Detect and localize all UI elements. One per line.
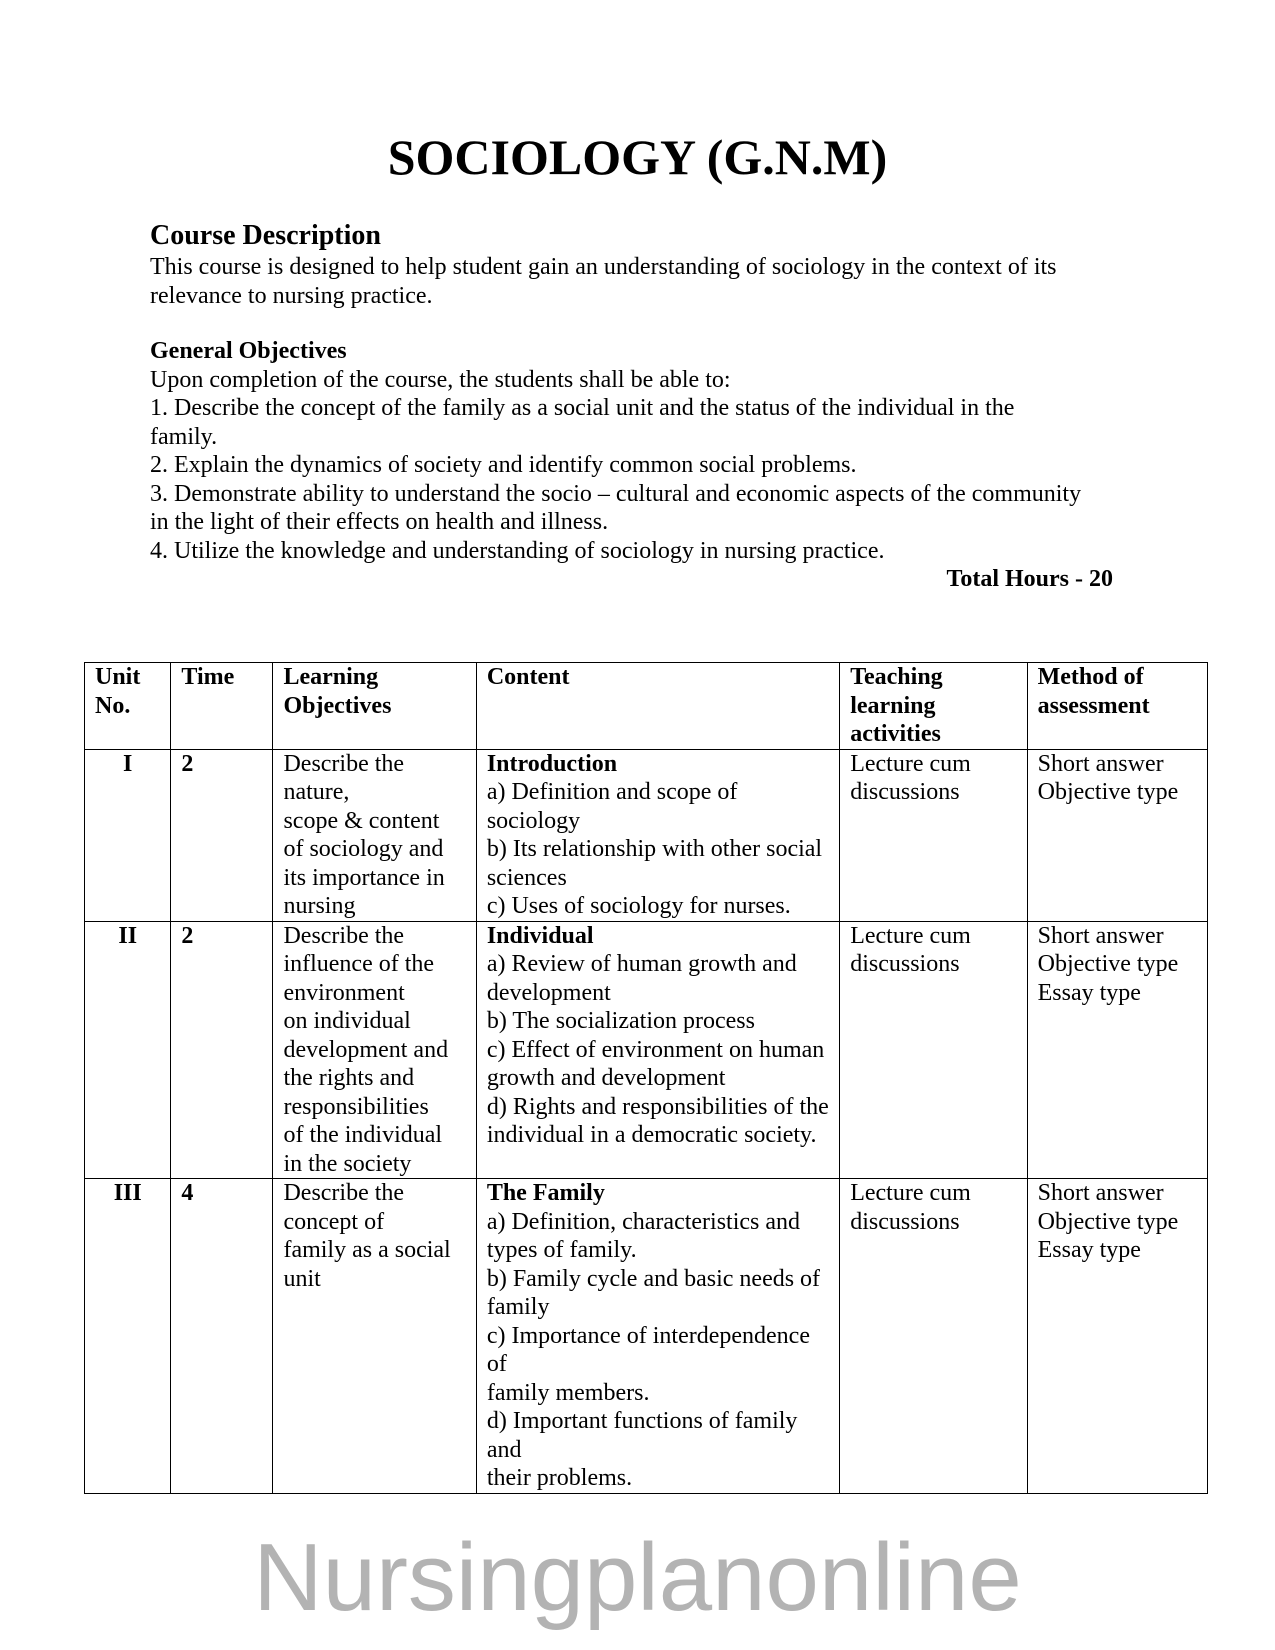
cell-line: No. (95, 692, 131, 719)
cell-line: Short answer (1037, 1180, 1164, 1206)
content-title: The Family (486, 1180, 605, 1206)
cell-line: concept of (283, 1208, 385, 1235)
cell-assessment (1027, 921, 1207, 1179)
cell-line: b) Family cycle and basic needs of (486, 1265, 821, 1292)
content-items (487, 778, 831, 921)
cell-line: on individual (283, 1008, 411, 1034)
cell-line: c) Effect of environment on human (486, 1036, 825, 1063)
cell-line: family members. (486, 1379, 650, 1406)
header-learning-objectives (273, 663, 476, 750)
cell-line: environment (283, 979, 405, 1006)
cell-line: Short answer (1037, 922, 1164, 949)
content-items (487, 1208, 831, 1493)
cell-line: sciences (486, 864, 567, 891)
cell-line: Learning (283, 664, 379, 690)
general-objectives-heading: General Objectives (150, 338, 347, 364)
cell-line: c) Importance of interdependence of (486, 1322, 810, 1377)
course-description-line: This course is designed to help student gain an understanding of sociology in the context of its (150, 254, 1057, 280)
cell-line: Essay type (1037, 979, 1141, 1006)
cell-line: Teaching (850, 664, 943, 690)
cell-line: Objective type (1037, 779, 1179, 805)
cell-line: individual in a democratic society. (486, 1122, 817, 1148)
table-header-row (85, 663, 1208, 750)
cell-line: Time (181, 664, 235, 690)
cell-line: Lecture cum (850, 1180, 971, 1206)
objectives-intro: Upon completion of the course, the students shall be able to: (150, 366, 731, 393)
cell-objectives (273, 1179, 476, 1494)
cell-unit: III (85, 1179, 171, 1494)
content-title: Individual (486, 922, 594, 949)
course-description-section (150, 219, 1130, 310)
cell-line: a) Review of human growth and (486, 951, 797, 977)
cell-line: Describe the (283, 1180, 405, 1206)
cell-line: discussions (850, 779, 960, 805)
cell-time: 2 (171, 921, 273, 1179)
cell-line: Objectives (283, 692, 392, 719)
cell-teaching (840, 749, 1027, 921)
table-row (85, 1179, 1208, 1494)
cell-line: a) Definition and scope of sociology (486, 779, 738, 834)
cell-line: learning (850, 692, 936, 719)
cell-line: discussions (850, 951, 960, 977)
objective-line: 3. Demonstrate ability to understand the socio – cultural and economic aspects of the community (150, 480, 1082, 507)
syllabus-table (84, 662, 1208, 1494)
header-content (476, 663, 839, 750)
cell-line: b) The socialization process (486, 1008, 755, 1034)
course-description-heading: Course Description (150, 220, 381, 251)
cell-teaching (840, 921, 1027, 1179)
cell-line: Describe the (283, 750, 405, 777)
cell-line: Short answer (1037, 750, 1164, 777)
cell-line: b) Its relationship with other social (486, 836, 823, 862)
cell-content (476, 921, 839, 1179)
cell-line: their problems. (486, 1465, 633, 1491)
cell-objectives (273, 749, 476, 921)
cell-unit: I (85, 749, 171, 921)
content-items (487, 950, 831, 1150)
cell-time: 2 (171, 749, 273, 921)
cell-content (476, 749, 839, 921)
cell-line: nursing (283, 893, 356, 919)
watermark-text: Nursingplanonline (253, 1524, 1022, 1631)
total-hours: Total Hours - 20 (946, 566, 1113, 592)
cell-line: influence of the (283, 951, 435, 977)
cell-line: nature, (283, 779, 350, 805)
cell-line: development (486, 979, 611, 1006)
header-method-of-assessment (1027, 663, 1207, 750)
table-row (85, 921, 1208, 1179)
header-unit-no (85, 663, 171, 750)
content-title: Introduction (486, 750, 618, 777)
cell-line: Unit (95, 664, 141, 690)
cell-line: Objective type (1037, 1208, 1179, 1235)
cell-line: c) Uses of sociology for nurses. (486, 893, 791, 919)
cell-time: 4 (171, 1179, 273, 1494)
cell-line: a) Definition, characteristics and (486, 1208, 801, 1235)
cell-line: types of family. (486, 1237, 637, 1263)
objective-line: family. (150, 423, 218, 450)
cell-line: Essay type (1037, 1237, 1141, 1263)
objective-line: 1. Describe the concept of the family as a social unit and the status of the individual in the (150, 395, 1015, 421)
cell-line: unit (283, 1265, 321, 1292)
cell-line: in the society (283, 1150, 412, 1177)
table-row (85, 749, 1208, 921)
header-time (171, 663, 273, 750)
general-objectives-section (150, 337, 1130, 594)
document-title: SOCIOLOGY (G.N.M) (387, 129, 888, 185)
cell-line: responsibilities (283, 1093, 429, 1120)
cell-line: the rights and (283, 1065, 415, 1091)
header-teaching-activities (840, 663, 1027, 750)
cell-line: its importance in (283, 864, 445, 891)
cell-line: Lecture cum (850, 922, 971, 949)
objective-line: 2. Explain the dynamics of society and identify common social problems. (150, 452, 857, 478)
cell-line: Content (486, 664, 570, 690)
cell-objectives (273, 921, 476, 1179)
cell-line: of sociology and (283, 836, 444, 862)
cell-unit: II (85, 921, 171, 1179)
cell-assessment (1027, 1179, 1207, 1494)
cell-line: scope & content (283, 807, 440, 834)
cell-teaching (840, 1179, 1027, 1494)
cell-line: growth and development (486, 1065, 726, 1091)
cell-line: activities (850, 721, 941, 747)
cell-line: d) Rights and responsibilities of the (486, 1093, 829, 1120)
cell-line: family (486, 1294, 550, 1320)
cell-assessment (1027, 749, 1207, 921)
cell-line: discussions (850, 1208, 960, 1235)
cell-line: Describe the (283, 922, 405, 949)
cell-line: of the individual (283, 1122, 443, 1148)
cell-content (476, 1179, 839, 1494)
cell-line: Objective type (1037, 951, 1179, 977)
cell-line: Lecture cum (850, 750, 971, 777)
cell-line: development and (283, 1036, 449, 1063)
cell-line: family as a social (283, 1237, 451, 1263)
objective-line: in the light of their effects on health and illness. (150, 509, 609, 535)
cell-line: d) Important functions of family and (486, 1408, 798, 1463)
objective-line: 4. Utilize the knowledge and understanding of sociology in nursing practice. (150, 537, 885, 564)
course-description-line: relevance to nursing practice. (150, 282, 433, 309)
cell-line: Method of (1037, 664, 1144, 690)
cell-line: assessment (1037, 692, 1150, 719)
